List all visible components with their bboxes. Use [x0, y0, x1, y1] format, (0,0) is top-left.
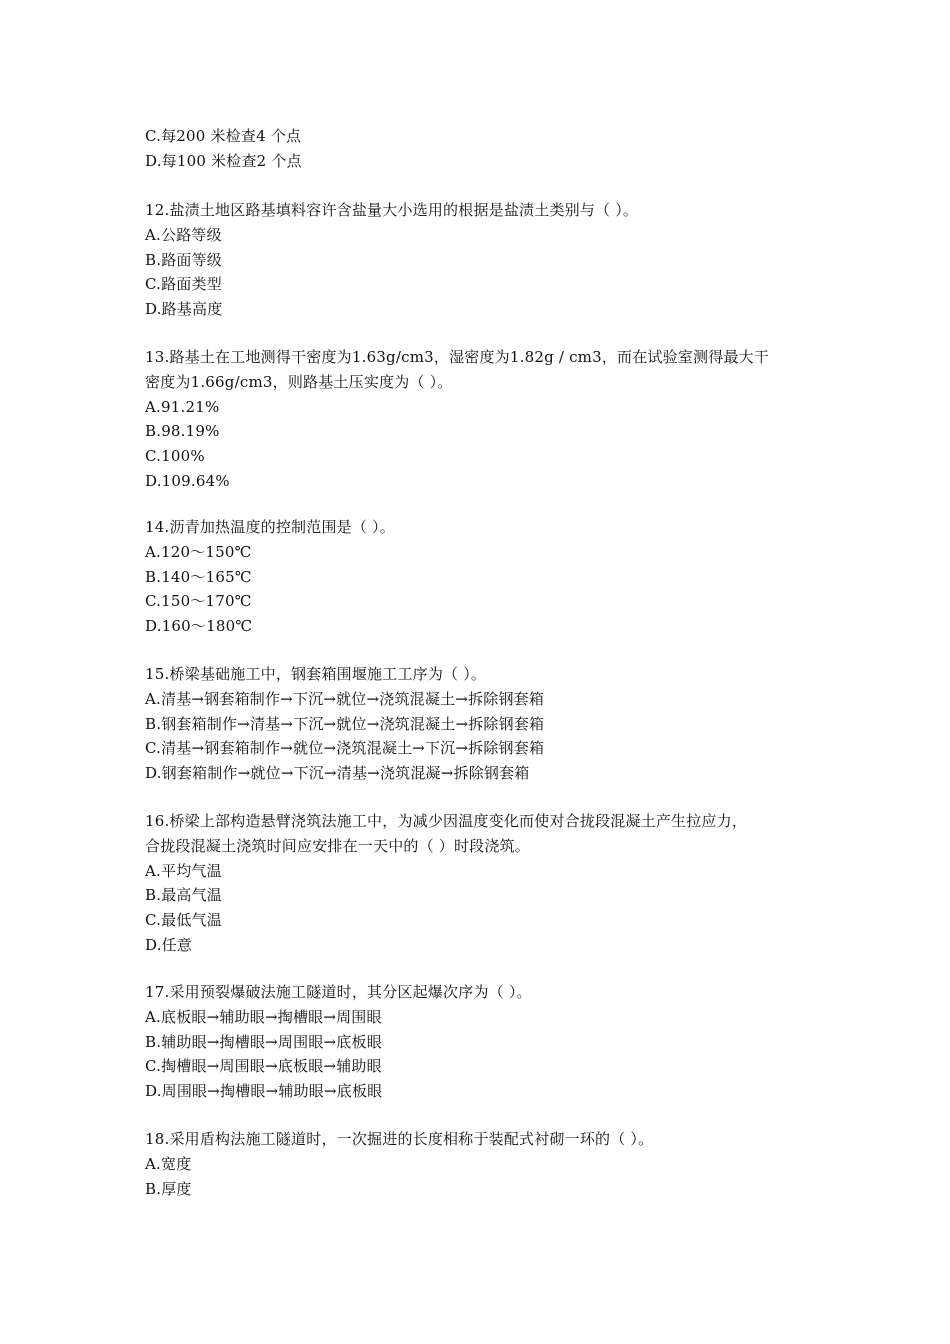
option-text: B.辅助眼→掏槽眼→周围眼→底板眼 — [145, 1032, 382, 1051]
option-text: C.每200 米检查4 个点 — [145, 127, 302, 145]
option-text: C.清基→钢套箱制作→就位→浇筑混凝土→下沉→拆除钢套箱 — [145, 739, 545, 758]
question-stem: 12.盐渍土地区路基填料容许含盐量大小选用的根据是盐渍土类别与（ ）。 — [145, 201, 639, 219]
option-text: B.140～165℃ — [145, 567, 252, 586]
option-text: D.160～180℃ — [145, 617, 253, 636]
option-text: C.路面类型 — [145, 275, 222, 294]
question-18 — [145, 1127, 825, 1201]
option-text: C.最低气温 — [145, 911, 222, 930]
question-14 — [145, 515, 825, 639]
option-text: B.98.19% — [145, 422, 220, 441]
question-stem: 密度为1.66g/cm3，则路基土压实度为（ ）。 — [145, 372, 453, 391]
question-stem: 15.桥梁基础施工中，钢套箱围堰施工工序为（ ）。 — [145, 665, 487, 683]
option-text: D.任意 — [145, 935, 193, 954]
option-text: D.路基高度 — [145, 300, 223, 319]
option-text: B.最高气温 — [145, 886, 222, 905]
option-text: D.钢套箱制作→就位→下沉→清基→浇筑混凝→拆除钢套箱 — [145, 764, 530, 783]
option-text: A.底板眼→辅助眼→掏槽眼→周围眼 — [145, 1007, 382, 1026]
question-17 — [145, 980, 825, 1104]
question-12 — [145, 198, 825, 322]
question-16 — [145, 809, 825, 958]
option-text: A.宽度 — [145, 1154, 192, 1173]
question-stem: 14.沥青加热温度的控制范围是（ ）。 — [145, 518, 395, 536]
option-text: A.91.21% — [145, 397, 220, 416]
question-stem: 18.采用盾构法施工隧道时，一次掘进的长度相称于装配式衬砌一环的（ ）。 — [145, 1130, 654, 1148]
option-text: C.150～170℃ — [145, 592, 252, 611]
carryover-options — [145, 124, 825, 174]
option-text: C.100% — [145, 447, 205, 466]
question-13 — [145, 345, 825, 494]
question-stem: 合拢段混凝土浇筑时间应安排在一天中的（ ）时段浇筑。 — [145, 836, 530, 855]
option-text: A.公路等级 — [145, 225, 222, 244]
question-stem: 17.采用预裂爆破法施工隧道时，其分区起爆次序为（ ）。 — [145, 983, 532, 1001]
option-text: B.厚度 — [145, 1179, 192, 1198]
option-text: D.每100 米检查2 个点 — [145, 151, 302, 170]
option-text: D.周围眼→掏槽眼→辅助眼→底板眼 — [145, 1082, 383, 1101]
option-text: C.掏槽眼→周围眼→底板眼→辅助眼 — [145, 1057, 382, 1076]
option-text: D.109.64% — [145, 471, 230, 490]
option-text: A.120～150℃ — [145, 542, 252, 561]
option-text: B.钢套箱制作→清基→下沉→就位→浇筑混凝土→拆除钢套箱 — [145, 714, 545, 733]
question-15 — [145, 662, 825, 786]
question-stem: 16.桥梁上部构造悬臂浇筑法施工中，为减少因温度变化而使对合拢段混凝土产生拉应力， — [145, 812, 748, 830]
question-stem: 13.路基土在工地测得干密度为1.63g/cm3，湿密度为1.82g / cm3，而在试验室测得最大干 — [145, 348, 770, 366]
option-text: B.路面等级 — [145, 250, 222, 269]
option-text: A.平均气温 — [145, 861, 222, 880]
option-text: A.清基→钢套箱制作→下沉→就位→浇筑混凝土→拆除钢套箱 — [145, 689, 545, 708]
